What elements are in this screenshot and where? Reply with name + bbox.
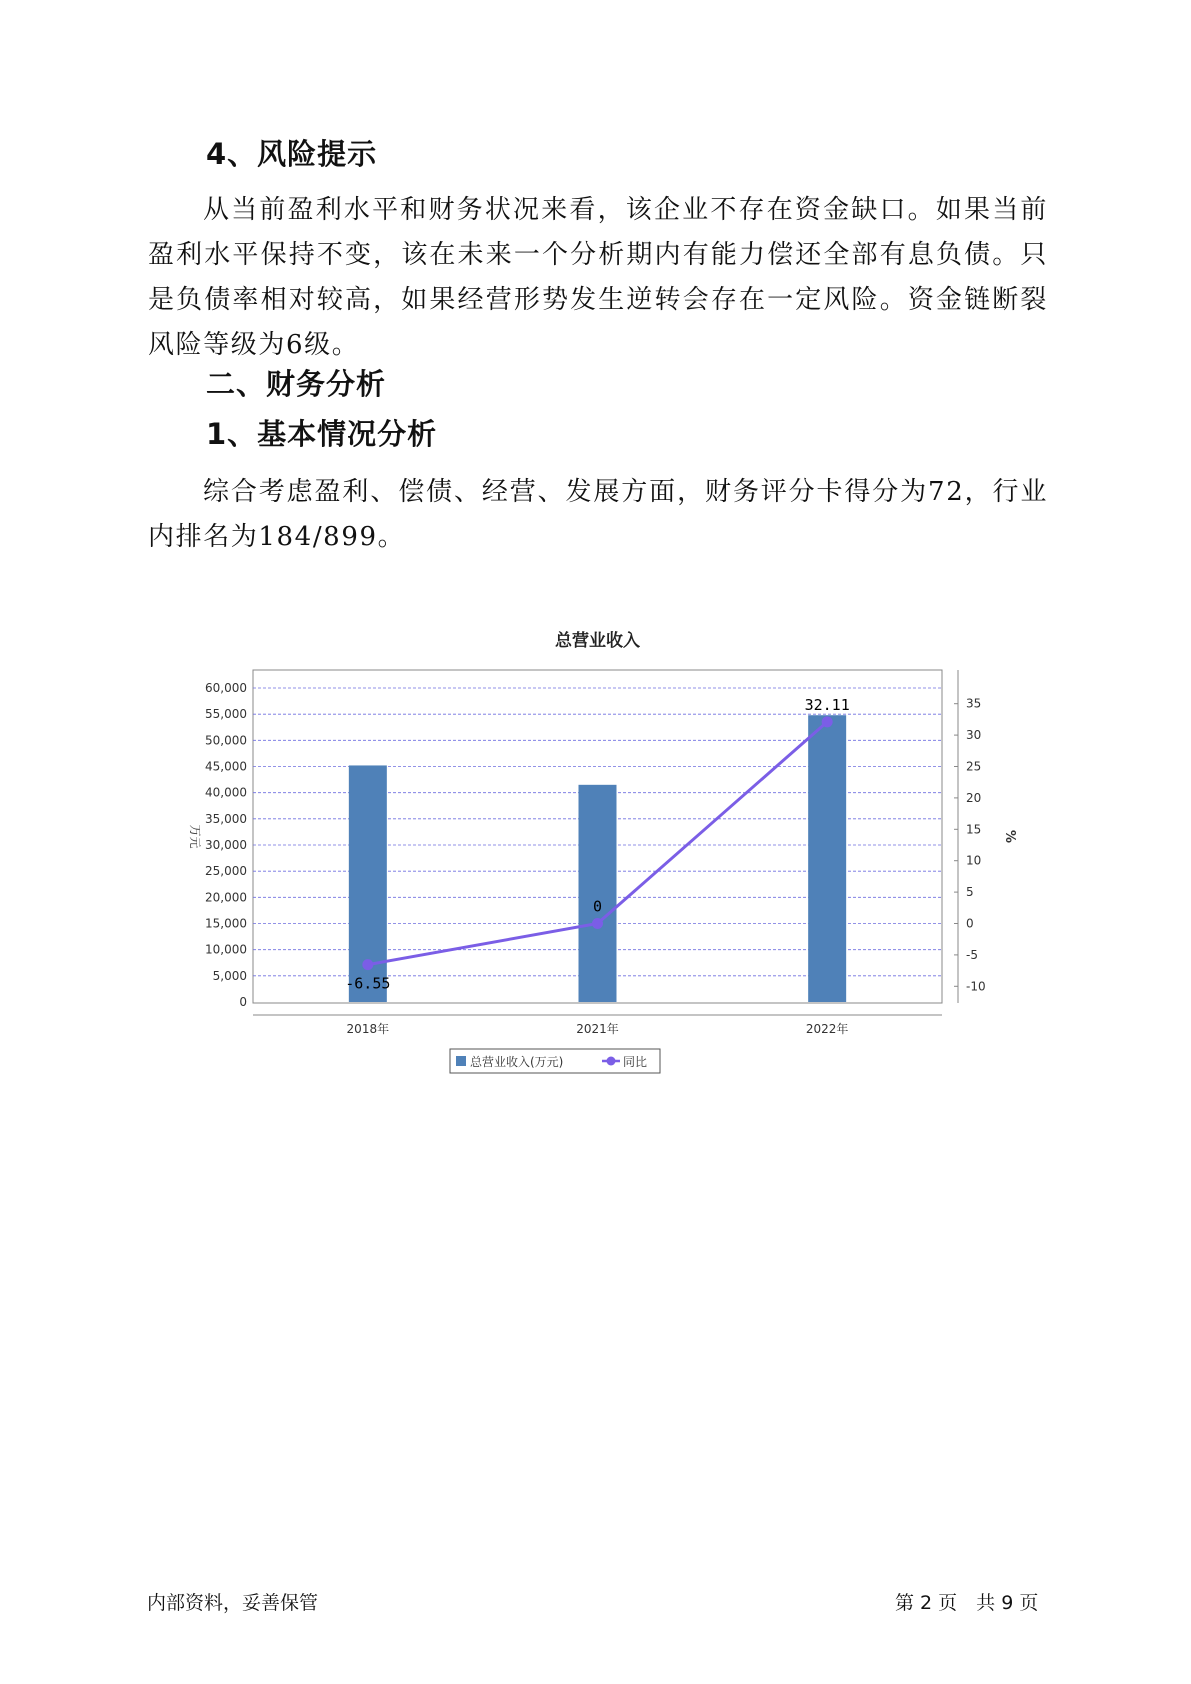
y2-axis-label: % (1002, 829, 1017, 844)
revenue-bar (579, 785, 617, 1002)
y2-tick-label: 30 (966, 728, 982, 743)
page-number: 第 2 页 共 9 页 (895, 1592, 1039, 1614)
legend-bar-swatch (456, 1056, 466, 1066)
legend-bar-label: 总营业收入(万元) (470, 1055, 564, 1069)
finance-heading: 二、财务分析 (206, 367, 387, 401)
x-tick-label: 2022年 (805, 1022, 849, 1036)
yoy-data-label: 0 (592, 897, 603, 916)
y2-tick-label: 10 (966, 853, 982, 868)
y-tick-label: 15,000 (205, 916, 247, 931)
y2-tick-label: 5 (966, 885, 974, 900)
legend-line-marker (607, 1057, 616, 1066)
y-tick-label: 50,000 (205, 733, 247, 748)
yoy-data-label: 32.11 (804, 695, 850, 714)
y-tick-label: 20,000 (205, 890, 247, 905)
basic-paragraph: 综合考虑盈利、偿债、经营、发展方面，财务评分卡得分为72，行业内排名为184/899。 (148, 477, 1048, 552)
chart-title: 总营业收入 (555, 631, 640, 651)
y2-tick-label: 20 (966, 790, 982, 805)
y-tick-label: 60,000 (205, 681, 247, 695)
y-tick-label: 5,000 (212, 968, 247, 983)
y-tick-label: 45,000 (205, 759, 247, 774)
revenue-chart (170, 620, 1050, 1069)
y-tick-label: 30,000 (205, 838, 247, 852)
y-axis-label: 万元 (188, 824, 202, 849)
y2-tick-label: -10 (966, 979, 986, 994)
basic-heading: 1、基本情况分析 (206, 417, 438, 451)
y-tick-label: 40,000 (205, 785, 247, 800)
footer-note: 内部资料，妥善保管 (147, 1592, 319, 1614)
revenue-bar (808, 715, 846, 1002)
y-tick-label: 35,000 (205, 811, 247, 826)
y2-tick-label: -5 (966, 947, 978, 962)
yoy-data-label: -6.55 (345, 974, 391, 993)
risk-heading: 4、风险提示 (206, 137, 378, 171)
y-tick-label: 10,000 (205, 942, 247, 957)
y-tick-label: 55,000 (205, 707, 247, 722)
legend-line-label: 同比 (623, 1055, 648, 1069)
y2-tick-label: 15 (966, 822, 982, 837)
yoy-point (822, 716, 833, 727)
y2-tick-label: 0 (966, 916, 974, 931)
y-tick-label: 25,000 (205, 864, 247, 879)
x-tick-label: 2021年 (576, 1022, 619, 1036)
x-tick-label: 2018年 (346, 1022, 390, 1036)
y2-tick-label: 35 (966, 696, 982, 711)
y2-tick-label: 25 (966, 759, 982, 774)
yoy-point (362, 959, 373, 970)
y-tick-label: 0 (239, 995, 247, 1009)
risk-paragraph: 从当前盈利水平和财务状况来看，该企业不存在资金缺口。如果当前盈利水平保持不变，该在未来一个分析期内有能力偿还全部有息负债。只是负债率相对较高，如果经营形势发生逆转会存在一定风险。资金链断裂风险等级为6级。 (148, 195, 1048, 360)
yoy-point (592, 918, 603, 929)
